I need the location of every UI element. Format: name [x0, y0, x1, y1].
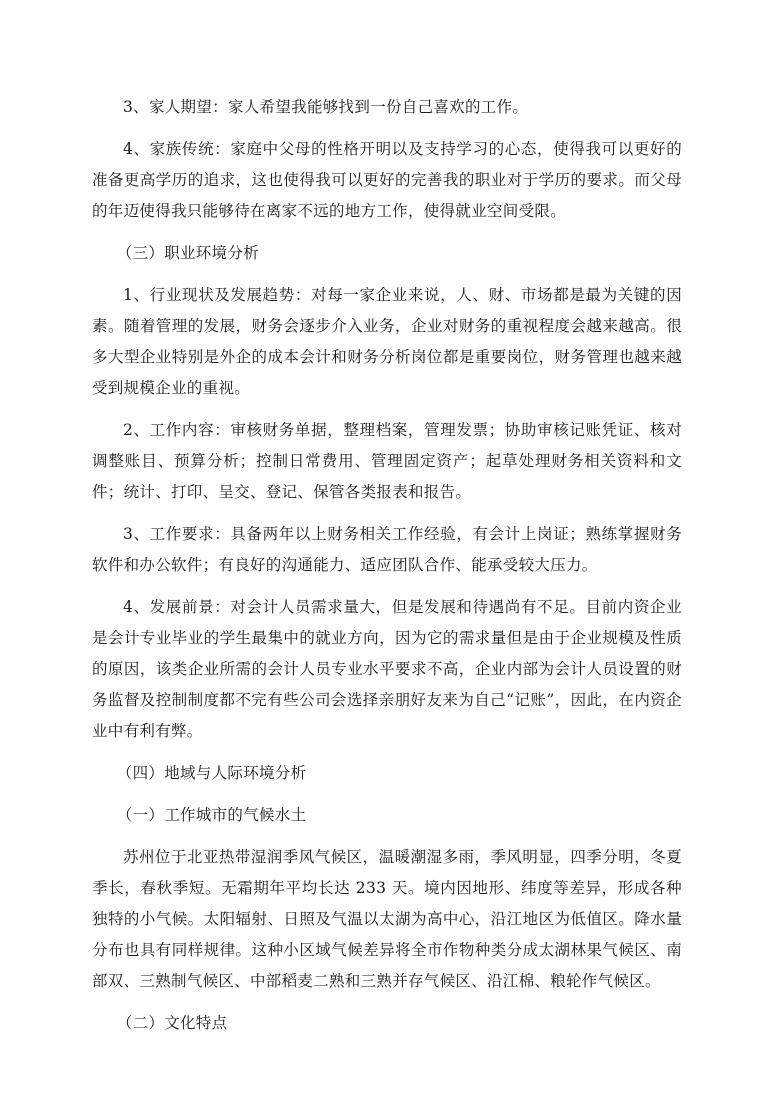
paragraph-family-tradition: 4、家族传统：家庭中父母的性格开明以及支持学习的心态，使得我可以更好的准备更高学历的追求，这也使得我可以更好的完善我的职业对于学历的要求。而父母的年迈使得我只能够待在离家不远的地方工作，使得就业空间受限。: [92, 140, 682, 220]
subheading-cultural-features: （二）文化特点: [116, 1014, 228, 1032]
paragraph-development-prospects: 4、发展前景：对会计人员需求量大，但是发展和待遇尚有不足。目前内资企业是会计专业毕业的学生最集中的就业方向，因为它的需求量但是由于企业规模及性质的原因，该类企业所需的会计人员专业水平要求不高，企业内部为会计人员设置的财务监督及控制制度都不完有些公司会选择亲朋好友来为自己“记账”，因此，在内资企业中有利有弊。: [92, 598, 682, 740]
section-heading-career-environment: （三）职业环境分析: [116, 244, 259, 262]
paragraph-family-expectation: 3、家人期望：家人希望我能够找到一份自己喜欢的工作。: [123, 98, 529, 116]
paragraph-job-requirements: 3、工作要求：具备两年以上财务相关工作经验，有会计上岗证；熟练掌握财务软件和办公软件；有良好的沟通能力、适应团队合作、能承受较大压力。: [92, 525, 682, 574]
subheading-city-climate: （一）工作城市的气候水土: [116, 806, 307, 824]
paragraph-suzhou-climate: 苏州位于北亚热带湿润季风气候区，温暖潮湿多雨，季风明显，四季分明，冬夏季长，春秋季短。无霜期年平均长达 233 天。境内因地形、纬度等差异，形成各种独特的小气候。太阳辐射、日照及气温以太湖为高中心，沿江地区为低值区。降水量分布也具有同样规律。这种小区域气候差异将全市作物种类分成太湖林果气候区、南部双、三熟制气候区、中部稻麦二熟和三熟并存气候区、沿江棉、粮轮作气候区。: [92, 848, 682, 990]
document-page: [92, 92, 682, 1050]
paragraph-industry-status: 1、行业现状及发展趋势：对每一家企业来说，人、财、市场都是最为关键的因素。随着管理的发展，财务会逐步介入业务，企业对财务的重视程度会越来越高。很多大型企业特别是外企的成本会计和财务分析岗位都是重要岗位，财务管理也越来越受到规模企业的重视。: [92, 286, 682, 397]
section-heading-regional-environment: （四）地域与人际环境分析: [116, 764, 307, 782]
paragraph-job-content: 2、工作内容：审核财务单据，整理档案，管理发票；协助审核记账凭证、核对调整账目、预算分析；控制日常费用、管理固定资产；起草处理财务相关资料和文件；统计、打印、呈交、登记、保管各类报表和报告。: [92, 421, 682, 501]
